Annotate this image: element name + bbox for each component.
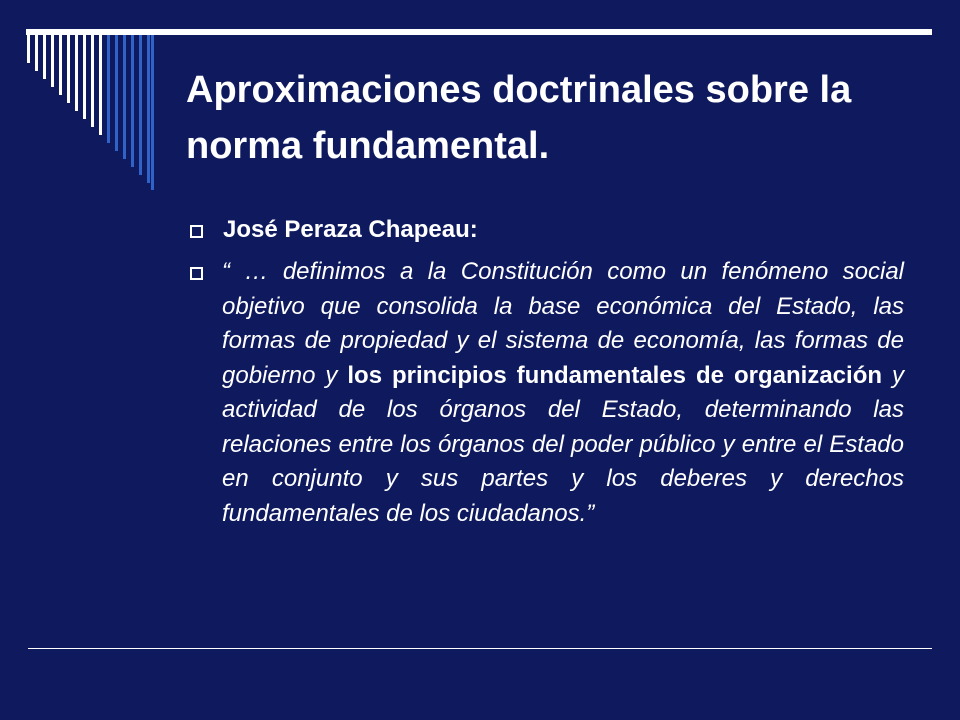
top-rule [26,29,932,35]
quote-text-start: “ … definimos a la Constitución como un fenómeno social objetivo que consolida la base económica del Estado, las formas de propiedad y el sistema de economía, las formas de gobierno y [222,258,904,389]
stripe [151,35,154,190]
stripe [107,35,110,143]
stripe [131,35,134,167]
quote-emphasis: los principios fundamentales de organización [347,361,883,389]
stripe [123,35,126,159]
stripe [43,35,46,79]
stripe [75,35,78,111]
stripe [83,35,86,119]
bullet-square-icon [190,225,203,238]
stripe [35,35,38,71]
stripe [147,35,150,183]
stripe [67,35,70,103]
stripe [27,35,30,63]
bullet-square-icon [190,267,203,280]
bottom-rule [28,648,932,649]
stripe [115,35,118,151]
quote-paragraph [222,255,904,531]
stripe [139,35,142,175]
slide-title: Aproximaciones doctrinales sobre la norma fundamental. [186,69,852,167]
stripe [91,35,94,127]
author-heading: José Peraza Chapeau: [223,216,478,243]
stripe [99,35,102,135]
quote-text-end: y actividad de los órganos del Estado, determinando las relaciones entre los órganos del poder público y entre el Estado en conjunto y sus partes y los deberes y derechos fundamentales de los ciudadanos.” [222,361,904,527]
stripe [59,35,62,95]
stripe [51,35,54,87]
